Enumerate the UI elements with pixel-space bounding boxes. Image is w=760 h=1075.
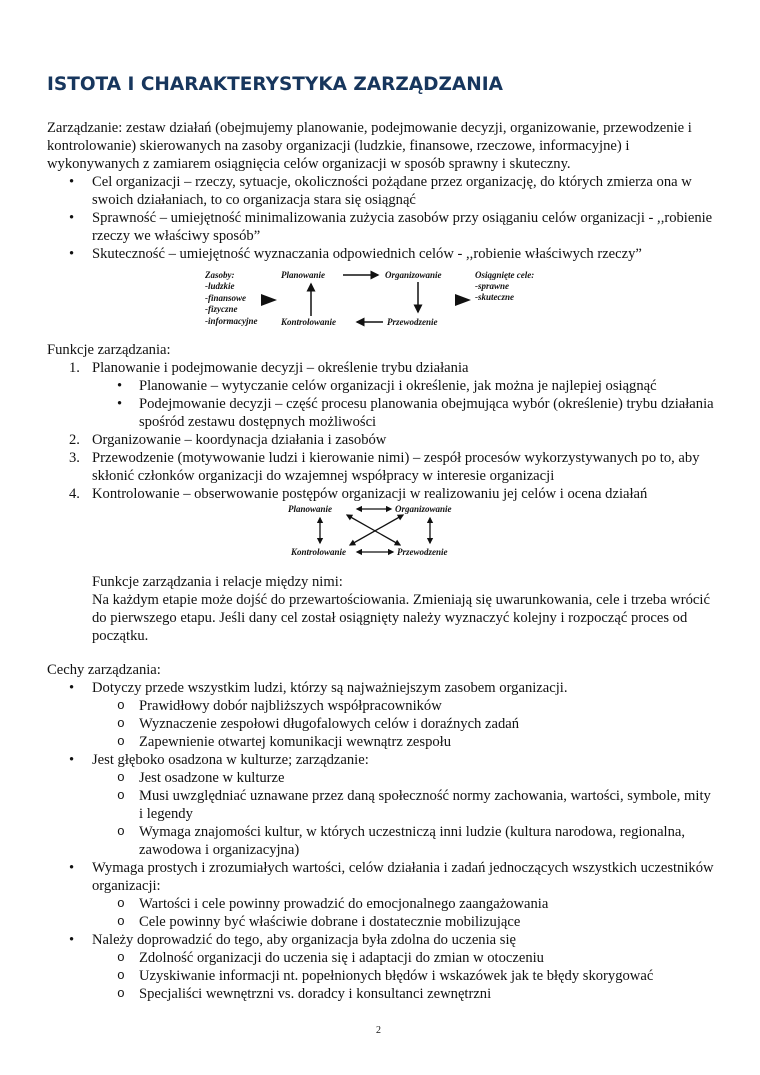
list-item: o Zapewnienie otwartej komunikacji wewnątrz zespołu [117, 734, 452, 750]
list-item-text: Prawidłowy dobór najbliższych współpracowników [139, 698, 442, 714]
list-number: 1. [69, 360, 80, 376]
list-item: • Skuteczność – umiejętność wyznaczania odpowiednich celów - ,,robienie właściwych rzeczy” [69, 246, 642, 262]
diagram-node-controlling: Kontrolowanie [281, 317, 337, 327]
diagram-node-organizing: Organizowanie [395, 504, 452, 514]
diagram-node-organizing: Organizowanie [385, 270, 442, 280]
list-item-text: Planowanie i podejmowanie decyzji – określenie trybu działania [92, 360, 469, 376]
resource-item: -fizyczne [205, 304, 238, 314]
goal-item: -sprawne [475, 281, 510, 291]
list-number: 4. [69, 486, 80, 502]
list-item: o Wymaga znajomości kultur, w których uczestniczą inni ludzie (kultura narodowa, regionalna, zawodowa i organizacyjna) [117, 824, 686, 858]
relations-text: Na każdym etapie może dojść do przewartościowania. Zmieniają się uwarunkowania, cele i trzeba wrócić do pierwszego etapu. Jeśli dany cel został osiągnięty należy wyznaczyć kolejny i rozpocząć proces od początku. [92, 592, 710, 644]
features-section [47, 661, 717, 1003]
list-item [47, 431, 717, 449]
goals-title: Osiągnięte cele: [475, 270, 535, 280]
relations-caption: Funkcje zarządzania i relacje między nimi: [92, 574, 343, 590]
list-item: o Wartości i cele powinny prowadzić do emocjonalnego zaangażowania [117, 896, 549, 912]
list-item-text: Specjaliści wewnętrzni vs. doradcy i konsultanci zewnętrzni [139, 986, 492, 1002]
list-item: • Należy doprowadzić do tego, aby organizacja była zdolna do uczenia się o Zdolność organizacji do uczenia się i adaptacji do zmian w otoczeniu o Uzyskiwanie informacji nt. popełnionych błędów i wskazówek jak te błędy skorygować o Specjaliści wewnętrzni vs. doradcy i konsultanci zewnętrzni [47, 931, 717, 1003]
goal-item: -skuteczne [475, 292, 514, 302]
list-number: 2. [69, 432, 80, 448]
management-process-diagram [195, 266, 565, 330]
list-item-text: Kontrolowanie – obserwowanie postępów organizacji w realizowaniu jej celów i ocena działań [92, 486, 648, 502]
arrow-icon [455, 294, 471, 306]
list-item [47, 449, 717, 485]
list-number: 3. [69, 450, 80, 466]
list-item-text: Wyznaczenie zespołowi długofalowych celów i doraźnych zadań [139, 716, 520, 732]
list-item-text: Wymaga prostych i zrozumiałych wartości, celów działania i zadań jednoczących wszystkich uczestników organizacji: [92, 860, 714, 894]
page-number: 2 [376, 1025, 381, 1036]
relations-section [92, 573, 712, 645]
diagram-node-leading: Przewodzenie [387, 317, 438, 327]
list-item: o Musi uwzględniać uznawane przez daną społeczność normy zachowania, wartości, symbole, mity i legendy [117, 788, 711, 822]
list-item-text: Musi uwzględniać uznawane przez daną społeczność normy zachowania, wartości, symbole, mity i legendy [139, 788, 711, 822]
functions-relations-diagram [285, 502, 475, 558]
list-item-text: Wartości i cele powinny prowadzić do emocjonalnego zaangażowania [139, 896, 549, 912]
diagram-node-controlling: Kontrolowanie [291, 547, 347, 557]
list-item-text: Uzyskiwanie informacji nt. popełnionych błędów i wskazówek jak te błędy skorygować [139, 968, 654, 984]
functions-section [47, 341, 717, 503]
list-item [47, 359, 717, 431]
list-item-text: Jest osadzone w kulturze [139, 770, 285, 786]
features-heading: Cechy zarządzania: [47, 662, 161, 678]
diagram-node-planning: Planowanie [281, 270, 326, 280]
list-item-text: Planowanie – wytyczanie celów organizacji i określenie, jak można je najlepiej osiągnąć [139, 378, 657, 394]
list-item-text: Sprawność – umiejętność minimalizowania zużycia zasobów przy osiąganiu celów organizacji - ,,robienie rzeczy we właściwy sposób” [92, 210, 713, 244]
list-item: o Prawidłowy dobór najbliższych współpracowników [117, 698, 442, 714]
list-item: • Podejmowanie decyzji – część procesu planowania obejmująca wybór (określenie) trybu działania spośród zestawu dostępnych możliwości [117, 396, 714, 430]
functions-list [47, 359, 717, 503]
list-item-text: Należy doprowadzić do tego, aby organizacja była zdolna do uczenia się [92, 932, 516, 948]
list-item: o Cele powinny być właściwie dobrane i dostatecznie mobilizujące [117, 914, 521, 930]
list-item: • Planowanie – wytyczanie celów organizacji i określenie, jak można je najlepiej osiągnąć [117, 378, 657, 394]
list-item: • Sprawność – umiejętność minimalizowania zużycia zasobów przy osiąganiu celów organizacji - ,,robienie rzeczy we właściwy sposób” [69, 210, 713, 244]
list-item: • Dotyczy przede wszystkim ludzi, którzy są najważniejszym zasobem organizacji. o Prawidłowy dobór najbliższych współpracowników o Wyznaczenie zespołowi długofalowych celów i doraźnych zadań o Zapewnienie otwartej komunikacji wewnątrz zespołu [47, 679, 717, 751]
list-item-text: Organizowanie – koordynacja działania i zasobów [92, 432, 387, 448]
list-item-text: Przewodzenie (motywowanie ludzi i kierowanie nimi) – zespół procesów wykorzystywanych po to, aby skłonić członków organizacji do wzajemnej współpracy w interesie organizacji [92, 450, 700, 484]
list-item [47, 485, 717, 503]
list-item-text: Cele powinny być właściwie dobrane i dostatecznie mobilizujące [139, 914, 521, 930]
intro-section [47, 119, 717, 263]
intro-paragraph: Zarządzanie: zestaw działań (obejmujemy planowanie, podejmowanie decyzji, organizowanie, przewodzenie i kontrolowanie) skierowanych na zasoby organizacji (ludzkie, finansowe, rzeczowe, informacyjne) i wykonywanych z zamiarem osiągnięcia celów organizacji w sposób sprawny i skuteczny. [47, 120, 692, 172]
list-item-text: Jest głęboko osadzona w kulturze; zarządzanie: [92, 752, 369, 768]
resource-item: -finansowe [205, 293, 247, 303]
list-item: o Specjaliści wewnętrzni vs. doradcy i konsultanci zewnętrzni [117, 986, 492, 1002]
page-title: ISTOTA I CHARAKTERYSTYKA ZARZĄDZANIA [47, 74, 503, 95]
resource-item: -informacyjne [205, 316, 258, 326]
list-item: o Wyznaczenie zespołowi długofalowych celów i doraźnych zadań [117, 716, 520, 732]
list-item: • Cel organizacji – rzeczy, sytuacje, okoliczności pożądane przez organizację, do których zmierza ona w swoich działaniach, to co organizacja stara się osiągnąć [69, 174, 692, 208]
diagram-node-planning: Planowanie [288, 504, 333, 514]
list-item: o Jest osadzone w kulturze [117, 770, 285, 786]
list-item-text: Zdolność organizacji do uczenia się i adaptacji do zmian w otoczeniu [139, 950, 544, 966]
features-list [47, 679, 717, 1003]
list-item-text: Zapewnienie otwartej komunikacji wewnątrz zespołu [139, 734, 452, 750]
resources-title: Zasoby: [205, 270, 235, 280]
list-item-text: Cel organizacji – rzeczy, sytuacje, okoliczności pożądane przez organizację, do których zmierza ona w swoich działaniach, to co organizacja stara się osiągnąć [92, 174, 692, 208]
list-item: • Jest głęboko osadzona w kulturze; zarządzanie: o Jest osadzone w kulturze o Musi uwzględniać uznawane przez daną społeczność normy zachowania, wartości, symbole, mity i legendy o Wymaga znajomości kultur, w których uczestniczą inni ludzie (kultura narodowa, regionalna, zawodowa i organizacyjna) [47, 751, 717, 859]
list-item-text: Dotyczy przede wszystkim ludzi, którzy są najważniejszym zasobem organizacji. [92, 680, 568, 696]
list-item-text: Podejmowanie decyzji – część procesu planowania obejmująca wybór (określenie) trybu działania spośród zestawu dostępnych możliwości [139, 396, 714, 430]
resource-item: -ludzkie [205, 281, 235, 291]
intro-bullet-list [47, 173, 717, 263]
list-item: o Uzyskiwanie informacji nt. popełnionych błędów i wskazówek jak te błędy skorygować [117, 968, 654, 984]
list-item-text: Wymaga znajomości kultur, w których uczestniczą inni ludzie (kultura narodowa, regionalna, zawodowa i organizacyjna) [139, 824, 686, 858]
arrow-icon [261, 294, 277, 306]
list-item: o Zdolność organizacji do uczenia się i adaptacji do zmian w otoczeniu [117, 950, 544, 966]
functions-heading: Funkcje zarządzania: [47, 342, 171, 358]
list-item-text: Skuteczność – umiejętność wyznaczania odpowiednich celów - ,,robienie właściwych rzeczy” [92, 246, 642, 262]
diagram-node-leading: Przewodzenie [397, 547, 448, 557]
list-item: • Wymaga prostych i zrozumiałych wartości, celów działania i zadań jednoczących wszystkich uczestników organizacji: o Wartości i cele powinny prowadzić do emocjonalnego zaangażowania o Cele powinny być właściwie dobrane i dostatecznie mobilizujące [47, 859, 717, 931]
